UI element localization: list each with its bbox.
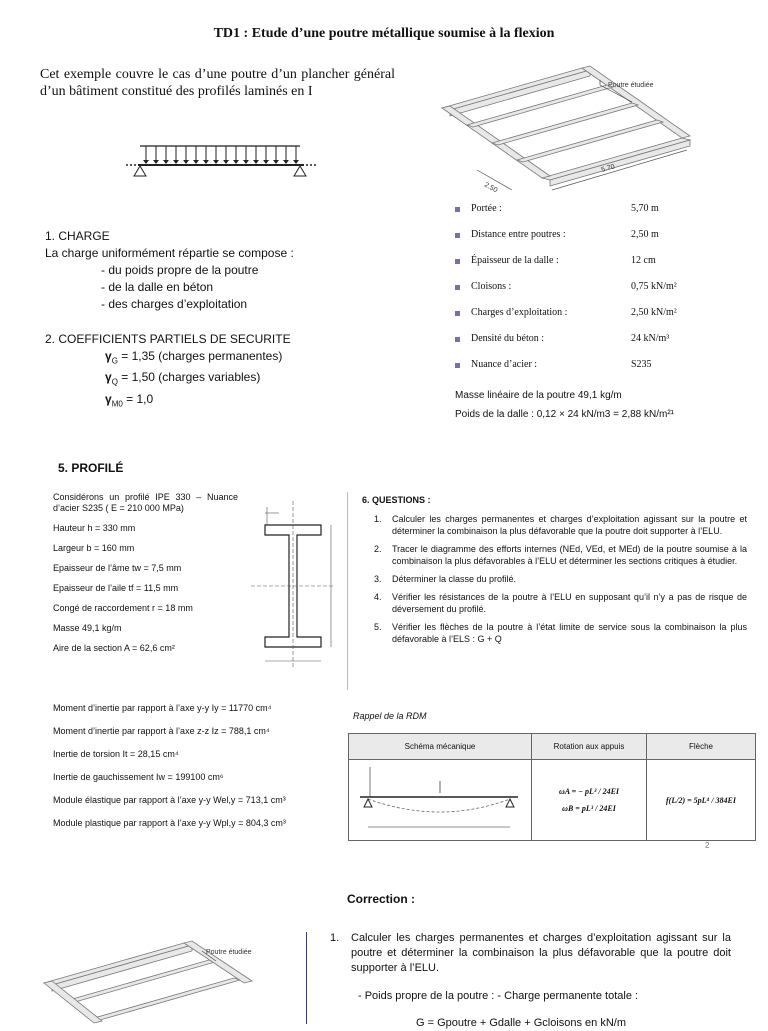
coeff-item-g: $\gamma_G = 1,35$ (charges permanentes) (105, 349, 283, 366)
inertia-item: Inertie de torsion It = 28,15 cm⁴ (53, 749, 179, 759)
rotation-b-formula: ωB = pL³ / 24EI (562, 804, 616, 813)
inertia-properties (53, 703, 353, 841)
question-item: 5. Vérifier les flèches de la poutre à l’état limite de service sous la combinaison la plus défavorable à l’ELS : G + Q (384, 621, 747, 645)
correction-rule (306, 932, 307, 1024)
questions-heading: 6. QUESTIONS : (362, 495, 431, 505)
bullet-icon (455, 259, 460, 264)
floor-framing-figure (432, 58, 732, 198)
rdm-rotation-cell (532, 760, 647, 841)
rotation-a-formula: ωA = − pL³ / 24EI (558, 787, 620, 796)
figure-label-small: Poutre étudiée (206, 949, 252, 956)
inertia-item: Inertie de gauchissement Iw = 199100 cm⁶ (53, 772, 224, 782)
column-divider (347, 492, 348, 690)
bullet-icon (455, 337, 460, 342)
correction-heading: Correction : (347, 892, 416, 906)
page-number: 2 (705, 841, 710, 850)
rdm-table (348, 733, 756, 841)
charge-item: - de la dalle en béton (101, 280, 214, 294)
property-row: Épaisseur de la dalle : 12 cm (455, 255, 755, 281)
page-title: TD1 : Etude d’une poutre métallique soumise à la flexion (213, 26, 555, 41)
rdm-header: Rotation aux appuis (532, 734, 647, 760)
charge-item: - du poids propre de la poutre (101, 263, 259, 277)
questions-section (362, 495, 747, 651)
distributed-load-arrows (146, 146, 296, 160)
inertia-item: Moment d’inertie par rapport à l’axe z-z Iz = 788,1 cm⁴ (53, 726, 270, 736)
profile-item: Masse 49,1 kg/m (53, 623, 122, 633)
left-support-icon (134, 166, 146, 176)
coeff-item-q: $\gamma_Q = 1,50$ (charges variables) (105, 370, 261, 387)
coeff-section (45, 331, 291, 412)
profile-item: Hauteur h = 330 mm (53, 523, 136, 533)
profile-item: Epaisseur de l’aile tf = 11,5 mm (53, 583, 179, 593)
charge-intro: La charge uniformément répartie se compose : (45, 246, 294, 260)
fleche-formula: f(L/2) = 5pL⁴ / 384EI (666, 795, 736, 805)
dim-long-label: 5.70 (600, 163, 616, 174)
property-row: Portée : 5,70 m (455, 203, 755, 229)
charge-heading: 1. CHARGE (45, 229, 110, 243)
rdm-schema-cell (349, 760, 532, 841)
figure-label: Poutre étudiée (608, 82, 654, 89)
coeff-heading: 2. COEFFICIENTS PARTIELS DE SECURITE (45, 332, 291, 346)
charge-item: - des charges d’exploitation (101, 297, 248, 311)
correction-formula: G = Gpoutre + Gdalle + Gcloisons en kN/m (416, 1017, 627, 1029)
rdm-header: Schéma mécanique (349, 734, 532, 760)
coeff-item-m0: $\gamma_{M0} = 1,0$ (105, 391, 154, 409)
bullet-icon (455, 311, 460, 316)
right-support-icon (294, 166, 306, 176)
correction-q1-number: 1. (330, 932, 340, 944)
rdm-title: Rappel de la RDM (353, 711, 427, 721)
properties-list (455, 203, 755, 385)
inertia-item: Module plastique par rapport à l’axe y-y Wpl,y = 804,3 cm³ (53, 818, 286, 828)
bullet-icon (455, 207, 460, 212)
inertia-item: Moment d’inertie par rapport à l’axe y-y Iy = 11770 cm⁴ (53, 703, 272, 713)
question-item: 4. Vérifier les résistances de la poutre à l’ELU en supposant qu’il n’y a pas de risque de déversement du profilé. (384, 591, 747, 615)
rdm-fleche-cell (647, 760, 756, 841)
bullet-icon (455, 363, 460, 368)
profile-item: Epaisseur de l’âme tw = 7,5 mm (53, 563, 182, 573)
dim-short-label: 2.50 (483, 181, 499, 195)
profile-heading: 5. PROFILÉ (58, 461, 124, 475)
poids-dalle: Poids de la dalle : 0,12 × 24 kN/m3 = 2,88 kN/m²¹ (455, 409, 674, 420)
intro-text: Cet exemple couvre le cas d’une poutre d’un plancher général d’un bâtiment constitué des profilés laminés en I (40, 67, 395, 99)
profile-item: Congé de raccordement r = 18 mm (53, 603, 193, 613)
rdm-header: Flèche (647, 734, 756, 760)
property-row: Densité du béton : 24 kN/m³ (455, 333, 755, 359)
bullet-icon (455, 233, 460, 238)
charge-section (45, 228, 294, 313)
floor-framing-figure-small (34, 933, 274, 1024)
profile-item: Largeur b = 160 mm (53, 543, 135, 553)
i-section-figure (245, 497, 345, 677)
property-row: Charges d’exploitation : 2,50 kN/m² (455, 307, 755, 333)
simply-supported-beam-diagram (350, 761, 528, 837)
question-item: 2. Tracer le diagramme des efforts internes (NEd, VEd, et MEd) de la poutre soumise à la combinaison la plus défavorables à l’ELU et déterminer les sections critiques à étudier. (384, 543, 747, 567)
correction-line: - Poids propre de la poutre : - Charge permanente totale : (358, 990, 639, 1002)
question-item: 3. Déterminer la classe du profilé. (384, 573, 747, 585)
question-item: 1. Calculer les charges permanentes et charges d’exploitation agissant sur la poutre et déterminer la combinaison la plus défavorable que la poutre doit supporter à l’ELU. (384, 513, 747, 537)
beam-load-sketch (118, 136, 328, 186)
profile-item: Aire de la section A = 62,6 cm² (53, 643, 175, 653)
inertia-item: Module élastique par rapport à l’axe y-y Wel,y = 713,1 cm³ (53, 795, 286, 805)
correction-q1: Calculer les charges permanentes et charges d’exploitation agissant sur la poutre et déterminer la combinaison la plus défavorable que la poutre doit supporter à l’ELU. (351, 932, 731, 974)
bullet-icon (455, 285, 460, 290)
property-row: Nuance d’acier : S235 (455, 359, 755, 385)
profile-item: Considérons un profilé IPE 330 – Nuance d’acier S235 ( E = 210 000 MPa) (53, 492, 238, 513)
masse-lineaire: Masse linéaire de la poutre 49,1 kg/m (455, 390, 622, 401)
property-row: Distance entre poutres : 2,50 m (455, 229, 755, 255)
property-row: Cloisons : 0,75 kN/m² (455, 281, 755, 307)
profile-properties (53, 492, 238, 663)
